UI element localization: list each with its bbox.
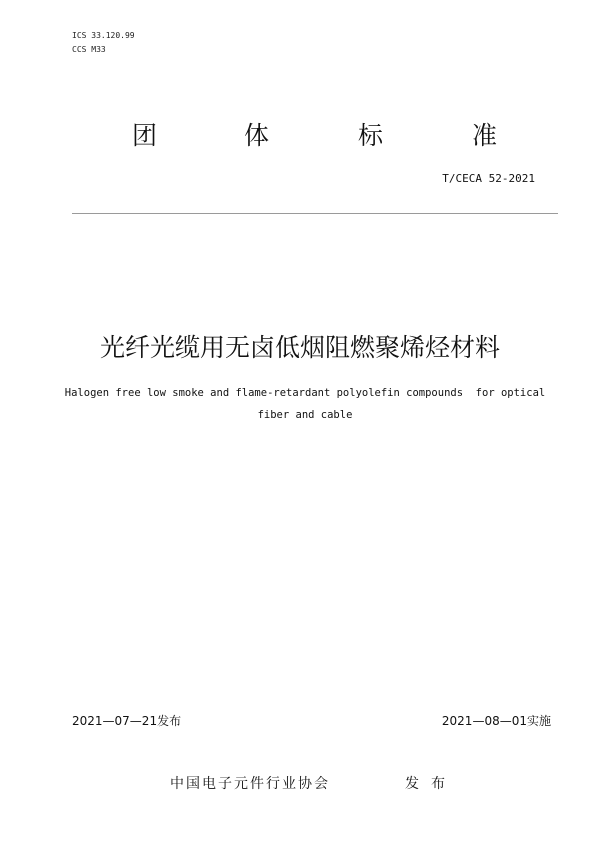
publish-label: 发布 [405, 776, 457, 792]
standard-number: T/CECA 52-2021 [442, 172, 535, 185]
title-chinese: 光纤光缆用无卤低烟阻燃聚烯烃材料 [99, 333, 500, 362]
standard-type-heading [72, 120, 557, 156]
publisher-name: 中国电子元件行业协会 [170, 776, 330, 792]
standard-type-char-3: 标 [358, 121, 384, 150]
ics-code: ICS 33.120.99 [72, 31, 135, 40]
issue-date: 2021—07—21发布 [72, 714, 182, 728]
standard-type-char-1: 团 [132, 121, 158, 150]
title-english: Halogen free low smoke and flame-retardant polyolefin compounds for optical fiber and cable [64, 387, 552, 421]
ccs-code: CCS M33 [72, 45, 106, 54]
implementation-date: 2021—08—01实施 [441, 714, 551, 728]
header-divider [72, 213, 558, 214]
standard-type-char-2: 体 [244, 121, 270, 150]
standard-type-char-4: 准 [472, 121, 498, 150]
